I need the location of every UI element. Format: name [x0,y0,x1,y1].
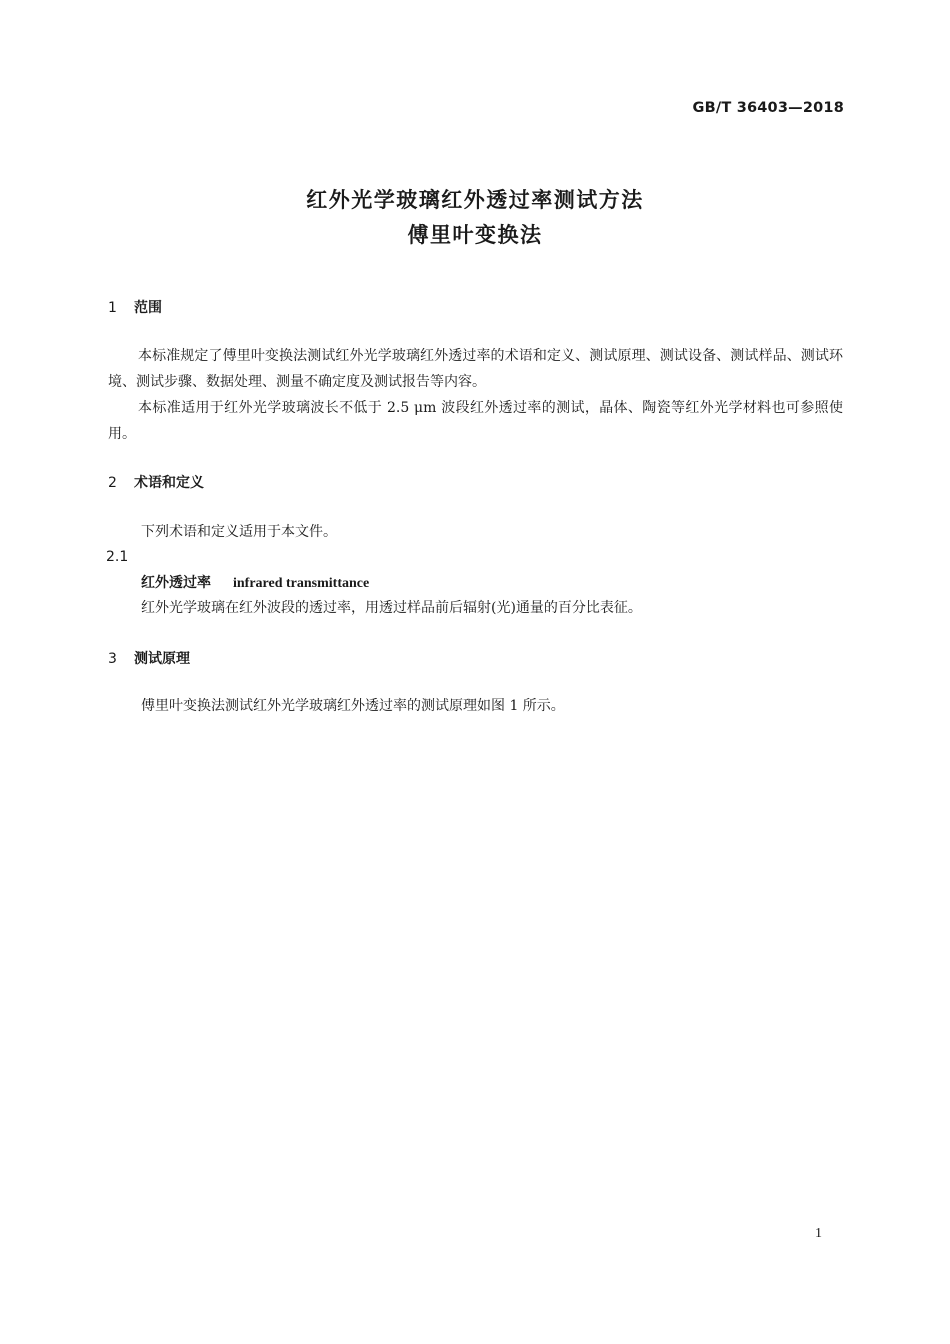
term-definition: 红外光学玻璃在红外波段的透过率，用透过样品前后辐射(光)通量的百分比表征。 [141,600,642,616]
term-entry [141,572,369,592]
section-1-paragraph-2: 本标准适用于红外光学玻璃波长不低于 2.5 μm 波段红外透过率的测试，晶体、陶瓷等红外光学材料也可参照使用。 [108,400,843,442]
section-1-paragraph-1: 本标准规定了傅里叶变换法测试红外光学玻璃红外透过率的术语和定义、测试原理、测试设备、测试样品、测试环境、测试步骤、数据处理、测量不确定度及测试报告等内容。 [108,348,843,390]
section-3-heading [108,648,190,668]
section-number: 2 [108,475,117,491]
standard-code: GB/T 36403—2018 [692,100,844,116]
section-2-intro: 下列术语和定义适用于本文件。 [141,524,337,540]
section-number: 1 [108,300,117,316]
section-1-heading [108,297,162,317]
clause-number: 2.1 [106,549,129,565]
document-title-line1: 红外光学玻璃红外透过率测试方法 [306,188,644,212]
section-title: 范围 [134,300,162,316]
section-number: 3 [108,651,117,667]
document-title-line2: 傅里叶变换法 [407,223,543,247]
section-title: 测试原理 [134,651,190,667]
section-3-paragraph-1: 傅里叶变换法测试红外光学玻璃红外透过率的测试原理如图 1 所示。 [141,698,565,714]
term-chinese: 红外透过率 [141,575,211,591]
term-english: infrared transmittance [233,576,370,591]
page-number: 1 [815,1226,822,1241]
section-2-heading [108,472,204,492]
section-title: 术语和定义 [134,475,204,491]
